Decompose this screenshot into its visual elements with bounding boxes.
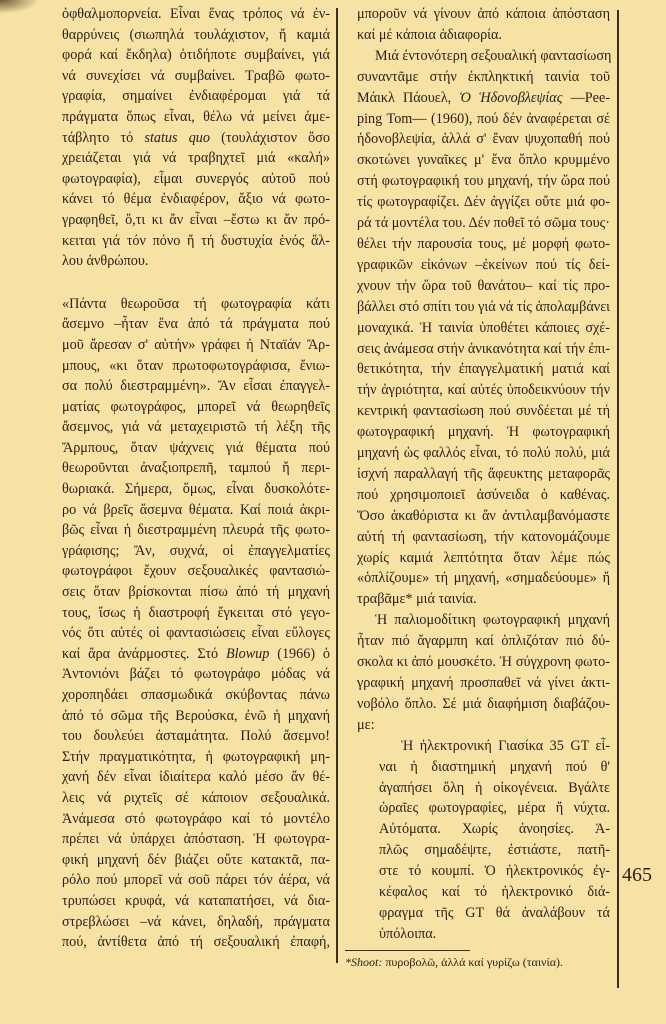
text-line: τίς φωτογραφίζει. Δέν ἀγγίζει οὔτε μιά φο-: [357, 194, 610, 211]
text-line: ἦταν πιό ἄγαρμπη καί ὁπλιζόταν πιό δύ-: [357, 633, 610, 650]
text-line: φική μηχανή δέν βιάζει οὔτε κατακτᾶ, πα-: [62, 851, 330, 868]
footnote: [345, 955, 563, 970]
text-line: πράγματα ὅπως εἶναι, θέλω νά μείνει ἀμε-: [62, 108, 330, 125]
scan-shadow: [0, 0, 40, 14]
text-line: ping Tom— (1960), πού δέν ἀναφέρεται σέ: [357, 110, 610, 127]
text-line: ναι ἡ διαστημική μηχανή πού θ': [379, 758, 610, 775]
text-line: μπους, «κι ὅταν πρωτοφωτογράφισα, ἔνιω-: [62, 357, 330, 374]
text-line: ὡραῖες φωτογραφίες, μέρα ἤ νύχτα.: [379, 800, 610, 817]
text-line: [357, 88, 610, 109]
text-line: ρόλο πού μπορεῖ νά σοῦ πάρει τόν ἀέρα, νά: [62, 872, 330, 889]
text-line: κεντρική φαντασίωση πού συνδέεται μέ τή: [357, 403, 610, 420]
text-line: πού, ἀντίθετα ἀπό τή σεξουαλική ἐπαφή,: [62, 934, 330, 951]
text-line: «Πάντα θεωροῦσα τή φωτογραφία κάτι: [62, 295, 330, 312]
text-line: λου ἀνθρώπου.: [62, 253, 149, 270]
text-line: κέφαλος καί τό ἠλεκτρονικό διά-: [379, 884, 610, 901]
text-line: βάλλει στό σπίτι του γιά νά τίς ἀπολαμβάνει: [357, 298, 610, 315]
text-line: σκοτώνει γυναῖκες μ' ἕνα ὅπλο κρυμμένο: [357, 152, 610, 169]
text-line: χωρίς καμιά λεπτότητα ὅταν λέμε πώς: [357, 549, 610, 566]
text-line: νά συνεχίσει νά συμβαίνει. Τραβῶ φωτο-: [62, 67, 330, 84]
text-line: γράφισης; Ἄν, συχνά, οἱ ἐπαγγελματίες: [62, 542, 330, 559]
text-line: [62, 128, 330, 149]
text-line: μοναχικά. Ἡ ταινία ὑποθέτει κάποιες σχέ-: [357, 319, 610, 336]
text-line: ἄσεμνος, γιά νά μεταχειριστῶ τή λέξη τῆς: [62, 419, 330, 436]
text-line: με:: [357, 716, 375, 733]
text-line: ρά τά μοντέλα του. Δέν ποθεῖ τό σῶμα τους·: [357, 215, 610, 232]
text-segment: —Pee-: [562, 89, 610, 106]
text-line: φωτογράφοι ἔχουν σεξουαλικές φαντασιώ-: [62, 563, 330, 580]
text-line: θέλει τήν παρουσία τους, μέ μορφή φωτο-: [357, 235, 610, 252]
margin-rule: [617, 10, 619, 988]
text-line: θωριακά. Σήμερα, ὅμως, εἶναι δυσκολότε-: [62, 481, 330, 498]
text-line: Ἀντονιόνι βάζει τό φωτογράφο μόδας νά: [62, 666, 330, 683]
text-line: χρειάζεται γιά νά τραβηχτεῖ μιά «καλή»: [62, 150, 330, 167]
text-line: βῶς εἶναι ἡ διεστραμμένη πλευρά τῆς φωτο-: [62, 522, 330, 539]
paragraph: [357, 46, 610, 610]
text-line: μηχανή ὡς φαλλός εἶναι, τό πολύ πολύ, μιά: [357, 445, 610, 462]
text-line: τρυπώσει κρυφά, νά καταπατήσει, νά δια-: [62, 892, 330, 909]
text-line: ἄσεμνο –ἦταν ἕνα ἀπό τά πράγματα πού: [62, 316, 330, 333]
text-line: ἀγαπήσει ὅλη ἡ οἰκογένεια. Βγάλτε: [379, 779, 610, 796]
text-line: συναντᾶμε στήν ἐκπληκτική ταινία τοῦ: [357, 68, 610, 85]
italic-title: status quo: [144, 129, 210, 146]
text-line: γραφική μηχανή προσπαθεῖ νά γίνει ἀκτι-: [357, 675, 610, 691]
text-line: χοροπηδάει σπασμωδικά σκύβοντας πάνω: [62, 687, 330, 703]
paragraph: [62, 4, 330, 272]
text-line: ἰσχνή παραλλαγή τῆς ἄφευκτης μεταφορᾶς: [357, 465, 610, 482]
text-line: ρο νά βρεῖς ἄσεμνα θέματα. Καί ποιά ἀκρι-: [62, 501, 330, 518]
block-quote: [379, 736, 610, 945]
paragraph: [357, 4, 610, 46]
text-line: γραφία, σημαίνει ἐνδιαφέρομαι γιά τά: [62, 88, 330, 105]
italic-title: Ὁ Ἡδονοβλεψίας: [459, 89, 563, 106]
text-line: Ὅσο ἀκαθόριστα κι ἄν ἀντιλαμβανόμαστε: [357, 507, 610, 524]
text-line: ματίας φωτογράφος, μπορεῖ νά θεωρηθεῖς: [62, 398, 330, 415]
paragraph: [62, 294, 330, 953]
text-line: ἡδονοβλεψία, ἀλλά σ' ἕναν ψυχοπαθή πού: [357, 131, 610, 148]
text-line: κάνει τό θέμα ἐνδιαφέρον, ἄξιο νά φωτο-: [62, 191, 330, 208]
left-column: [62, 4, 330, 953]
text-line: σεις ὅταν βρίσκονται πίσω ἀπό τή μηχανή: [62, 584, 330, 601]
text-line: σεις ἀνάμεσα στήν ἀνικανότητα καί τήν ἐπι-: [357, 340, 610, 357]
text-segment: (τουλάχιστον ὅσο: [210, 129, 330, 146]
text-line: Ἡ παλιομοδίτικη φωτογραφική μηχανή: [375, 612, 610, 629]
right-column: [357, 4, 610, 945]
text-line: σκολα κι ἀπό μουσκέτο. Ἡ σύγχρονη φωτο-: [357, 654, 610, 671]
text-line: του δουλεύει ἀσταμάτητα. Πολύ ἄσεμνο!: [62, 728, 330, 745]
text-line: φορά καί ἔκδηλα) ὁτιδήποτε συμβαίνει, γιά: [62, 47, 330, 64]
text-line: χνουν τήν ὥρα τοῦ θανάτου– καί τίς προ-: [357, 277, 610, 294]
text-line: [62, 644, 330, 665]
text-line: θεωροῦνται ἀναξιοπρεπῆ, ταμπού ἤ περι-: [62, 460, 330, 477]
text-line: μοῦ ἄρεσαν σ' αὐτήν» γράφει ἡ Νταϊάν Ἄρ-: [62, 336, 330, 353]
paragraph: [357, 610, 610, 735]
text-line: θετικότητα, τήν ἐπαγγελματική ματιά καί: [357, 361, 610, 378]
text-line: τήν ἀγριότητα, καί αὐτές ὑποδεικνύουν τήν: [357, 382, 610, 399]
text-line: Στήν πραγματικότητα, ἡ φωτογραφική μη-: [62, 748, 330, 765]
text-line: πού χρησιμοποιεῖ ἀσύνειδα ὁ καθένας.: [357, 486, 610, 503]
text-line: λεις νά ριχτεῖς σέ κάποιον σεξουαλικά.: [62, 789, 330, 806]
text-line: στή φωτογραφική του μηχανή, τήν ὥρα πού: [357, 173, 610, 190]
text-segment: (1966) ὁ: [269, 645, 330, 662]
text-line: πλῶς σημαδέψτε, ἐστιάστε, πατῆ-: [379, 842, 610, 859]
text-line: φωτογραφική μηχανή. Ἡ φωτογραφική: [357, 424, 610, 441]
text-line: ὑπόλοιπα.: [379, 925, 437, 942]
text-line: κειται γιά τόν πόνο ἤ τή δυστυχία ἑνός ἄλ-: [62, 232, 330, 249]
text-line: νός ὅτι αὐτές οἱ φαντασιώσεις εἶναι εὔλογες: [62, 625, 330, 642]
text-line: Ἡ ἠλεκτρονική Γιασίκα 35 GT εἶ-: [401, 737, 610, 754]
text-line: στε τό κουμπί. Ὁ ἠλεκτρονικός ἐγ-: [379, 863, 610, 880]
text-line: Ἀνάμεσα στό φωτογράφο καί τό μοντέλο: [62, 810, 330, 827]
text-line: γραφικῶν εἰκόνων –ἐκείνων πού τίς δεί-: [357, 256, 610, 273]
text-line: αὐτή τή φαντασίωση, τήν κατονομάζουμε: [357, 528, 610, 545]
column-divider: [336, 8, 338, 963]
text-line: γραφηθεῖ, ὅ,τι κι ἄν εἶναι –ἔστω κι ἄν πρό-: [62, 211, 330, 228]
text-line: νοβόλο ὅπλο. Σέ μιά διαφήμιση διαβάζου-: [357, 695, 610, 712]
text-line: φωτογραφία), εἶμαι συνεργός αὐτοῦ πού: [62, 170, 330, 187]
text-line: φραγμα τῆς GT θά ἀναλάβουν τά: [379, 904, 610, 921]
text-line: τραβᾶμε* μιά ταινία.: [357, 591, 477, 608]
footnote-text: πυροβολῶ, ἀλλά καί γυρίζω (ταινία).: [382, 955, 563, 969]
italic-title: Blowup: [226, 645, 270, 662]
text-line: ἀπό τό σῶμα τῆς Βερούσκα, ἐνῶ ἡ μηχανή: [62, 707, 330, 724]
text-line: τους, ἴσως ἡ διαστροφή ἔγκειται στό γεγο-: [62, 604, 330, 621]
footnote-term: *Shoot:: [345, 955, 383, 969]
footnote-rule: [345, 950, 470, 951]
text-segment: καί ἄρα ἀνάρμοστες. Στό: [62, 645, 226, 662]
text-line: θαρρύνεις (σιωπηλά τουλάχιστον, ἤ καμιά: [62, 26, 330, 43]
text-line: πρέπει νά ὑπάρχει ἀπόσταση. Ἡ φωτογρα-: [62, 831, 330, 848]
text-segment: τάβλητο τό: [62, 129, 145, 146]
text-line: μποροῦν νά γίνουν ἀπό κάποια ἀπόσταση: [357, 6, 610, 22]
text-line: στρεβλώσει –νά κάνει, δηλαδή, πράγματα: [62, 913, 330, 930]
text-segment: Μάικλ Πάουελ,: [357, 89, 460, 106]
text-line: ὀφθαλμοπορνεία. Εἶναι ἕνας τρόπος νά ἐν-: [62, 6, 330, 22]
text-line: Μιά ἐντονότερη σεξουαλική φαντασίωση: [375, 47, 612, 64]
text-line: καί μέ κάποια ἀδιαφορία.: [357, 26, 502, 43]
text-line: Αὐτόματα. Χωρίς ἀνοησίες. Ἁ-: [379, 821, 610, 838]
text-line: Ἄρμπους, ὅταν ψάχνεις γιά θέματα πού: [62, 439, 330, 456]
text-line: χανή δέν εἶναι ἰδιαίτερα καλό μέσο ἄν θέ-: [62, 769, 330, 786]
text-line: «ὁπλίζουμε» τή μηχανή, «σημαδεύουμε» ἤ: [357, 570, 610, 587]
text-line: σα πολύ διεστραμμένη». Ἄν εἶσαι ἐπαγγελ-: [62, 378, 330, 395]
page-number: 465: [622, 864, 652, 886]
